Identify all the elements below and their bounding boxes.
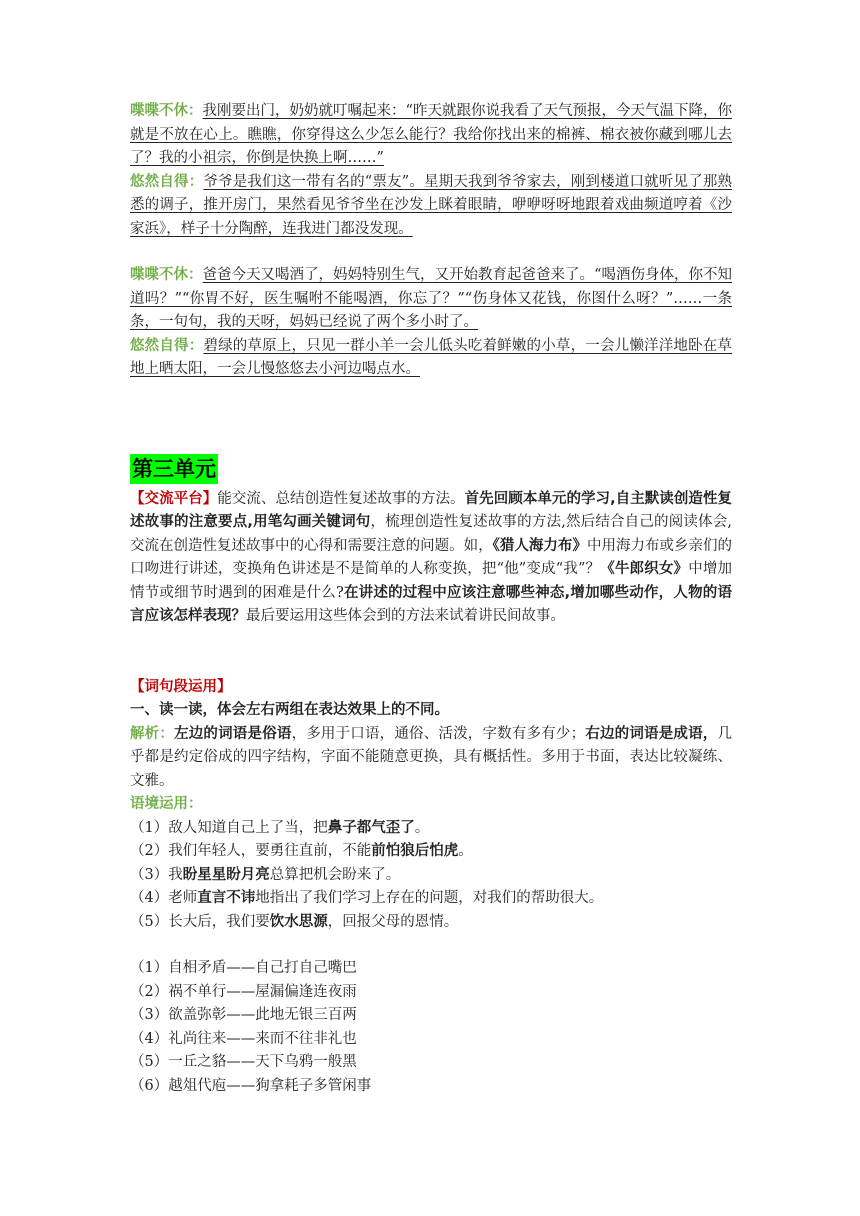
example-label: 喋喋不休： xyxy=(130,267,203,283)
exchange-text: ，梳理创造性复述故事的方法,然后结合自己的阅读体会,交流在创造性复述故事中的心得和需要注意的问题。如， xyxy=(130,514,732,554)
example-label: 喋喋不休： xyxy=(130,103,203,119)
analysis xyxy=(130,723,732,794)
pair-item: （5）一丘之貉——天下乌鸦一般黑 xyxy=(130,1054,357,1070)
sentence-text: 总算把机会盼来了。 xyxy=(269,866,401,883)
sentence-text: （3）我 xyxy=(130,866,183,883)
spacer xyxy=(130,382,732,454)
pair-item: （3）欲盖弥彰——此地无银三百两 xyxy=(130,1007,357,1023)
sentence-text: 地指出了我们学习上存在的问题，对我们的帮助很大。 xyxy=(255,890,604,906)
sentence-item xyxy=(130,817,732,841)
sentence-item xyxy=(130,840,732,864)
analysis-text: 几乎都是约定俗成的四字结构，字面不能随意更换，具有概括性。多用于书面，表达比较凝练、文雅。 xyxy=(130,725,732,789)
words-tag-text: 【词句段运用】 xyxy=(130,678,232,695)
analysis-bold: 右边的词语是成语， xyxy=(585,725,718,742)
exchange-platform xyxy=(130,488,732,629)
example-label: 悠然自得： xyxy=(130,173,204,190)
analysis-bold: 左边的词语是俗语 xyxy=(174,725,292,742)
sentence-bold: 前怕狼后怕虎 xyxy=(371,843,459,859)
sentence-text: （5）长大后，我们要 xyxy=(130,913,270,930)
spacer xyxy=(130,934,732,957)
sentence-bold: 直言不讳 xyxy=(197,890,256,906)
words-tag xyxy=(130,676,732,700)
spacer xyxy=(130,629,732,676)
sentence-item xyxy=(130,887,732,911)
sentence-item xyxy=(130,911,732,935)
exchange-bold: 首先回顾本单元的学习,自主默读创造性复述故事的注意要点,用笔勾画关键词句 xyxy=(130,490,733,530)
pair-item: （1）自相矛盾——自己打自己嘴巴 xyxy=(130,960,357,976)
example-2 xyxy=(130,171,732,242)
example-text: 我刚要出门，奶奶就叮嘱起来：“昨天就跟你说我看了天气预报，今天气温下降，你就是不放在心上。瞧瞧，你穿得这么少怎么能行？我给你找出来的棉裤、棉衣被你藏到哪儿去了？我的小祖宗，你倒是快换上啊……” xyxy=(130,103,732,166)
analysis-label: 解析： xyxy=(130,725,175,742)
exchange-tag: 【交流平台】 xyxy=(130,490,218,507)
sentence-text: 。 xyxy=(414,819,430,836)
unit-title: 第三单元 xyxy=(130,454,218,484)
spacer xyxy=(130,241,732,264)
sentence-text: 。 xyxy=(458,843,473,859)
pair-item: （4）礼尚往来——来而不往非礼也 xyxy=(130,1030,357,1047)
context-label-text: 语境运用： xyxy=(130,796,203,812)
words-heading: 一、读一读，体会左右两组在表达效果上的不同。 xyxy=(130,702,449,718)
sentence-item xyxy=(130,864,732,888)
sentence-bold: 鼻子都气歪了 xyxy=(327,819,415,836)
sentence-bold: 饮水思源 xyxy=(269,913,328,930)
analysis-text: ，多用于口语，通俗、活泼，字数有多有少； xyxy=(291,725,586,742)
example-1 xyxy=(130,100,732,171)
exchange-text: 最后要运用这些体会到的方法来试着讲民间故事。 xyxy=(246,608,565,624)
sentence-text: （2）我们年轻人，要勇往直前，不能 xyxy=(130,843,372,859)
exchange-bold: 《猎人海力布》 xyxy=(492,537,587,554)
pair-item: （6）越俎代庖——狗拿耗子多管闲事 xyxy=(130,1077,372,1094)
example-label: 悠然自得： xyxy=(130,337,204,354)
context-label xyxy=(130,793,732,817)
document-page xyxy=(130,100,732,1098)
sentence-text: ，回报父母的恩情。 xyxy=(327,913,459,930)
exchange-bold: 在讲述的过程中应该注意哪些神态,增加哪些动作，人物的语言应该怎样表现？ xyxy=(130,584,732,624)
sentence-text: （1）敌人知道自己上了当，把 xyxy=(130,819,328,836)
exchange-text: 中增加情节或细节时遇到的困难是什么? xyxy=(130,561,733,601)
example-text: 爸爸今天又喝酒了，妈妈特别生气，又开始教育起爸爸来了。“喝酒伤身体，你不知道吗？”“你胃不好，医生嘱咐不能喝酒，你忘了？”“伤身体又花钱，你图什么呀？”……一条条，一句句，我的天呀，妈妈已经说了两个多小时了。 xyxy=(130,267,732,330)
exchange-text: 能交流、总结创造性复述故事的方法。 xyxy=(217,490,465,507)
exchange-text: 中用海力布或乡亲们的口吻进行讲述，变换角色讲述是不是简单的人称变换，把“他”变成“我”？ xyxy=(130,537,733,577)
sentence-text: （4）老师 xyxy=(130,890,198,906)
example-3 xyxy=(130,264,732,335)
sentence-bold: 盼星星盼月亮 xyxy=(182,866,270,883)
example-text: 爷爷是我们这一带有名的“票友”。星期天我到爷爷家去，刚到楼道口就听见了那熟悉的调子，推开房门，果然看见爷爷坐在沙发上眯着眼睛，咿咿呀呀地跟着戏曲频道哼着《沙家浜》，样子十分陶醉，连我进门都没发现。 xyxy=(130,173,732,237)
example-4 xyxy=(130,335,732,382)
pair-item: （2）祸不单行——屋漏偏逢连夜雨 xyxy=(130,983,357,1000)
example-text: 碧绿的草原上，只见一群小羊一会儿低头吃着鲜嫩的小草，一会儿懒洋洋地卧在草地上晒太阳，一会儿慢悠悠去小河边喝点水。 xyxy=(130,337,732,377)
exchange-bold: 《牛郎织女》 xyxy=(600,561,689,577)
